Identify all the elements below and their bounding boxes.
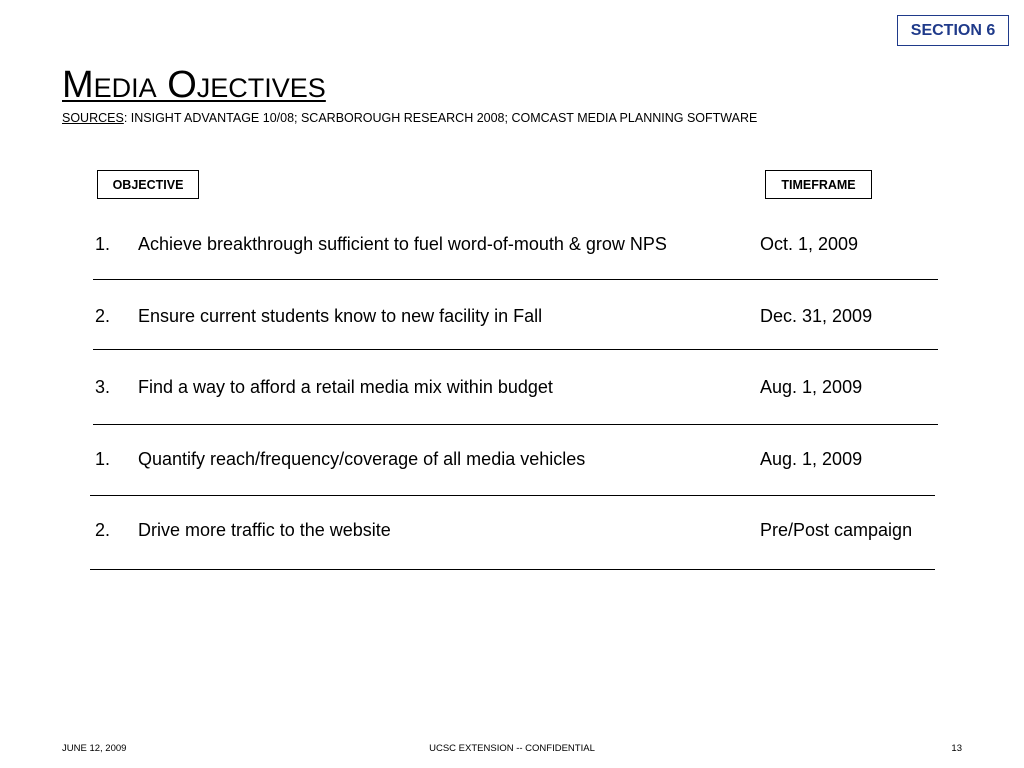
sources-line [62,111,757,125]
footer-date: JUNE 12, 2009 [62,743,127,754]
timeframe-column-header: TIMEFRAME [765,170,872,199]
row-timeframe: Aug. 1, 2009 [760,377,863,397]
row-divider [90,569,935,570]
row-objective: Drive more traffic to the website [138,520,391,540]
row-objective: Ensure current students know to new facility in Fall [138,306,543,326]
sources-label: SOURCES [62,111,124,125]
row-divider [93,279,938,280]
row-divider [90,495,935,496]
footer-confidential: UCSC EXTENSION -- CONFIDENTIAL [429,743,595,754]
row-objective: Achieve breakthrough sufficient to fuel word-of-mouth & grow NPS [138,234,667,254]
row-number: 2. [95,520,111,540]
row-timeframe: Aug. 1, 2009 [760,449,863,469]
row-number: 1. [95,234,111,254]
sources-text: : INSIGHT ADVANTAGE 10/08; SCARBOROUGH RESEARCH 2008; COMCAST MEDIA PLANNING SOFTWARE [123,111,758,125]
row-divider [93,424,938,425]
row-divider [93,349,938,350]
row-number: 1. [95,449,111,469]
row-timeframe: Oct. 1, 2009 [760,234,859,254]
row-timeframe: Dec. 31, 2009 [760,306,873,326]
row-objective: Find a way to afford a retail media mix within budget [138,377,553,397]
page-title: Media Ojectives [62,64,326,106]
section-badge: SECTION 6 [897,15,1009,46]
row-objective: Quantify reach/frequency/coverage of all media vehicles [138,449,586,469]
objective-column-header: OBJECTIVE [97,170,199,199]
row-timeframe: Pre/Post campaign [760,520,913,540]
footer-page-number: 13 [951,743,962,754]
row-number: 2. [95,306,111,326]
row-number: 3. [95,377,111,397]
